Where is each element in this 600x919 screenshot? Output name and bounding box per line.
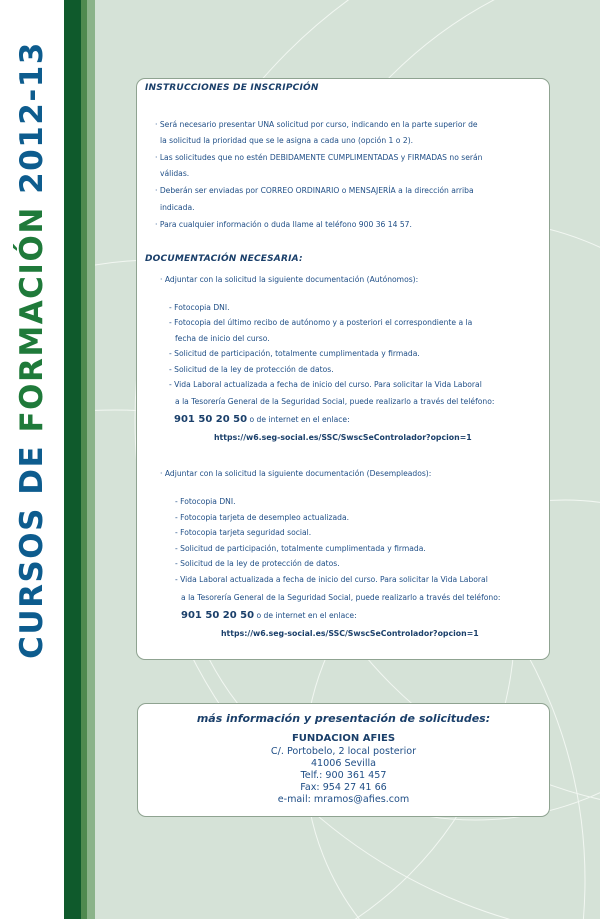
instruction-line: válidas.	[160, 169, 190, 178]
documentation-heading: DOCUMENTACIÓN NECESARIA:	[145, 254, 303, 264]
autonomos-item: - Vida Laboral actualizada a fecha de inicio del curso. Para solicitar la Vida Laboral	[169, 380, 482, 389]
contact-phone: Telf.: 900 361 457	[300, 770, 387, 781]
contact-address-line1: C/. Portobelo, 2 local posterior	[270, 746, 417, 757]
instruction-line: · Las solicitudes que no estén DEBIDAMENTE CUMPLIMENTADAS y FIRMADAS no serán	[155, 153, 483, 162]
instruction-line: · Será necesario presentar UNA solicitud por curso, indicando en la parte superior de	[155, 120, 478, 129]
autonomos-link[interactable]: https://w6.seg-social.es/SSC/SwscSeControlador?opcion=1	[214, 433, 472, 442]
contact-address-line2: 41006 Sevilla	[310, 758, 377, 769]
autonomos-phone-suffix: o de internet en el enlace:	[247, 415, 350, 424]
desempleados-phone-suffix: o de internet en el enlace:	[254, 611, 357, 620]
desempleados-item: - Solicitud de participación, totalmente cumplimentada y firmada.	[175, 544, 426, 553]
desempleados-item: - Solicitud de la ley de protección de datos.	[175, 559, 340, 568]
desempleados-intro: · Adjuntar con la solicitud la siguiente documentación (Desempleados):	[160, 469, 432, 478]
desempleados-item: - Fotocopia DNI.	[175, 497, 236, 506]
autonomos-item: - Fotocopia del último recibo de autónomo y a posteriori el correspondiente a la	[169, 318, 473, 327]
title-year: 2012-13	[14, 41, 50, 207]
decorative-stripe-dark	[64, 0, 81, 919]
decorative-stripe-light	[87, 0, 95, 919]
autonomos-item: - Solicitud de la ley de protección de datos.	[169, 365, 334, 374]
autonomos-item: a la Tesorería General de la Seguridad Social, puede realizarlo a través del teléfono:	[175, 397, 495, 406]
autonomos-phone-line	[174, 414, 350, 425]
autonomos-item: - Solicitud de participación, totalmente cumplimentada y firmada.	[169, 349, 420, 358]
title-cursos-de: CURSOS DE	[14, 432, 50, 659]
desempleados-item: - Fotocopia tarjeta seguridad social.	[175, 528, 312, 537]
autonomos-item: fecha de inicio del curso.	[175, 334, 270, 343]
desempleados-phone-line	[181, 610, 357, 621]
title-formacion: FORMACIÓN	[14, 206, 50, 433]
desempleados-phone: 901 50 20 50	[181, 610, 255, 621]
contact-title: más información y presentación de solicitudes:	[196, 712, 491, 725]
instructions-heading: INSTRUCCIONES DE INSCRIPCIÓN	[145, 83, 319, 93]
autonomos-intro: · Adjuntar con la solicitud la siguiente documentación (Autónomos):	[160, 275, 419, 284]
desempleados-item: - Vida Laboral actualizada a fecha de inicio del curso. Para solicitar la Vida Laboral	[175, 575, 488, 584]
vertical-title-strip	[0, 0, 64, 919]
autonomos-item: - Fotocopia DNI.	[169, 303, 230, 312]
desempleados-item: - Fotocopia tarjeta de desempleo actualizada.	[175, 513, 350, 522]
desempleados-item: a la Tesorería General de la Seguridad Social, puede realizarlo a través del teléfono:	[181, 593, 501, 602]
instruction-line: la solicitud la prioridad que se le asigna a cada uno (opción 1 o 2).	[160, 136, 414, 145]
contact-fax: Fax: 954 27 41 66	[300, 782, 387, 793]
brochure-title	[14, 41, 50, 659]
contact-email[interactable]: e-mail: mramos@afies.com	[277, 794, 410, 805]
desempleados-link[interactable]: https://w6.seg-social.es/SSC/SwscSeControlador?opcion=1	[221, 629, 479, 638]
instruction-line: · Deberán ser enviadas por CORREO ORDINARIO o MENSAJERÍA a la dirección arriba	[155, 186, 474, 195]
instruction-line: indicada.	[160, 203, 195, 212]
instruction-line: · Para cualquier información o duda llame al teléfono 900 36 14 57.	[155, 220, 412, 229]
contact-org: FUNDACION AFIES	[291, 733, 396, 744]
autonomos-phone: 901 50 20 50	[174, 414, 248, 425]
